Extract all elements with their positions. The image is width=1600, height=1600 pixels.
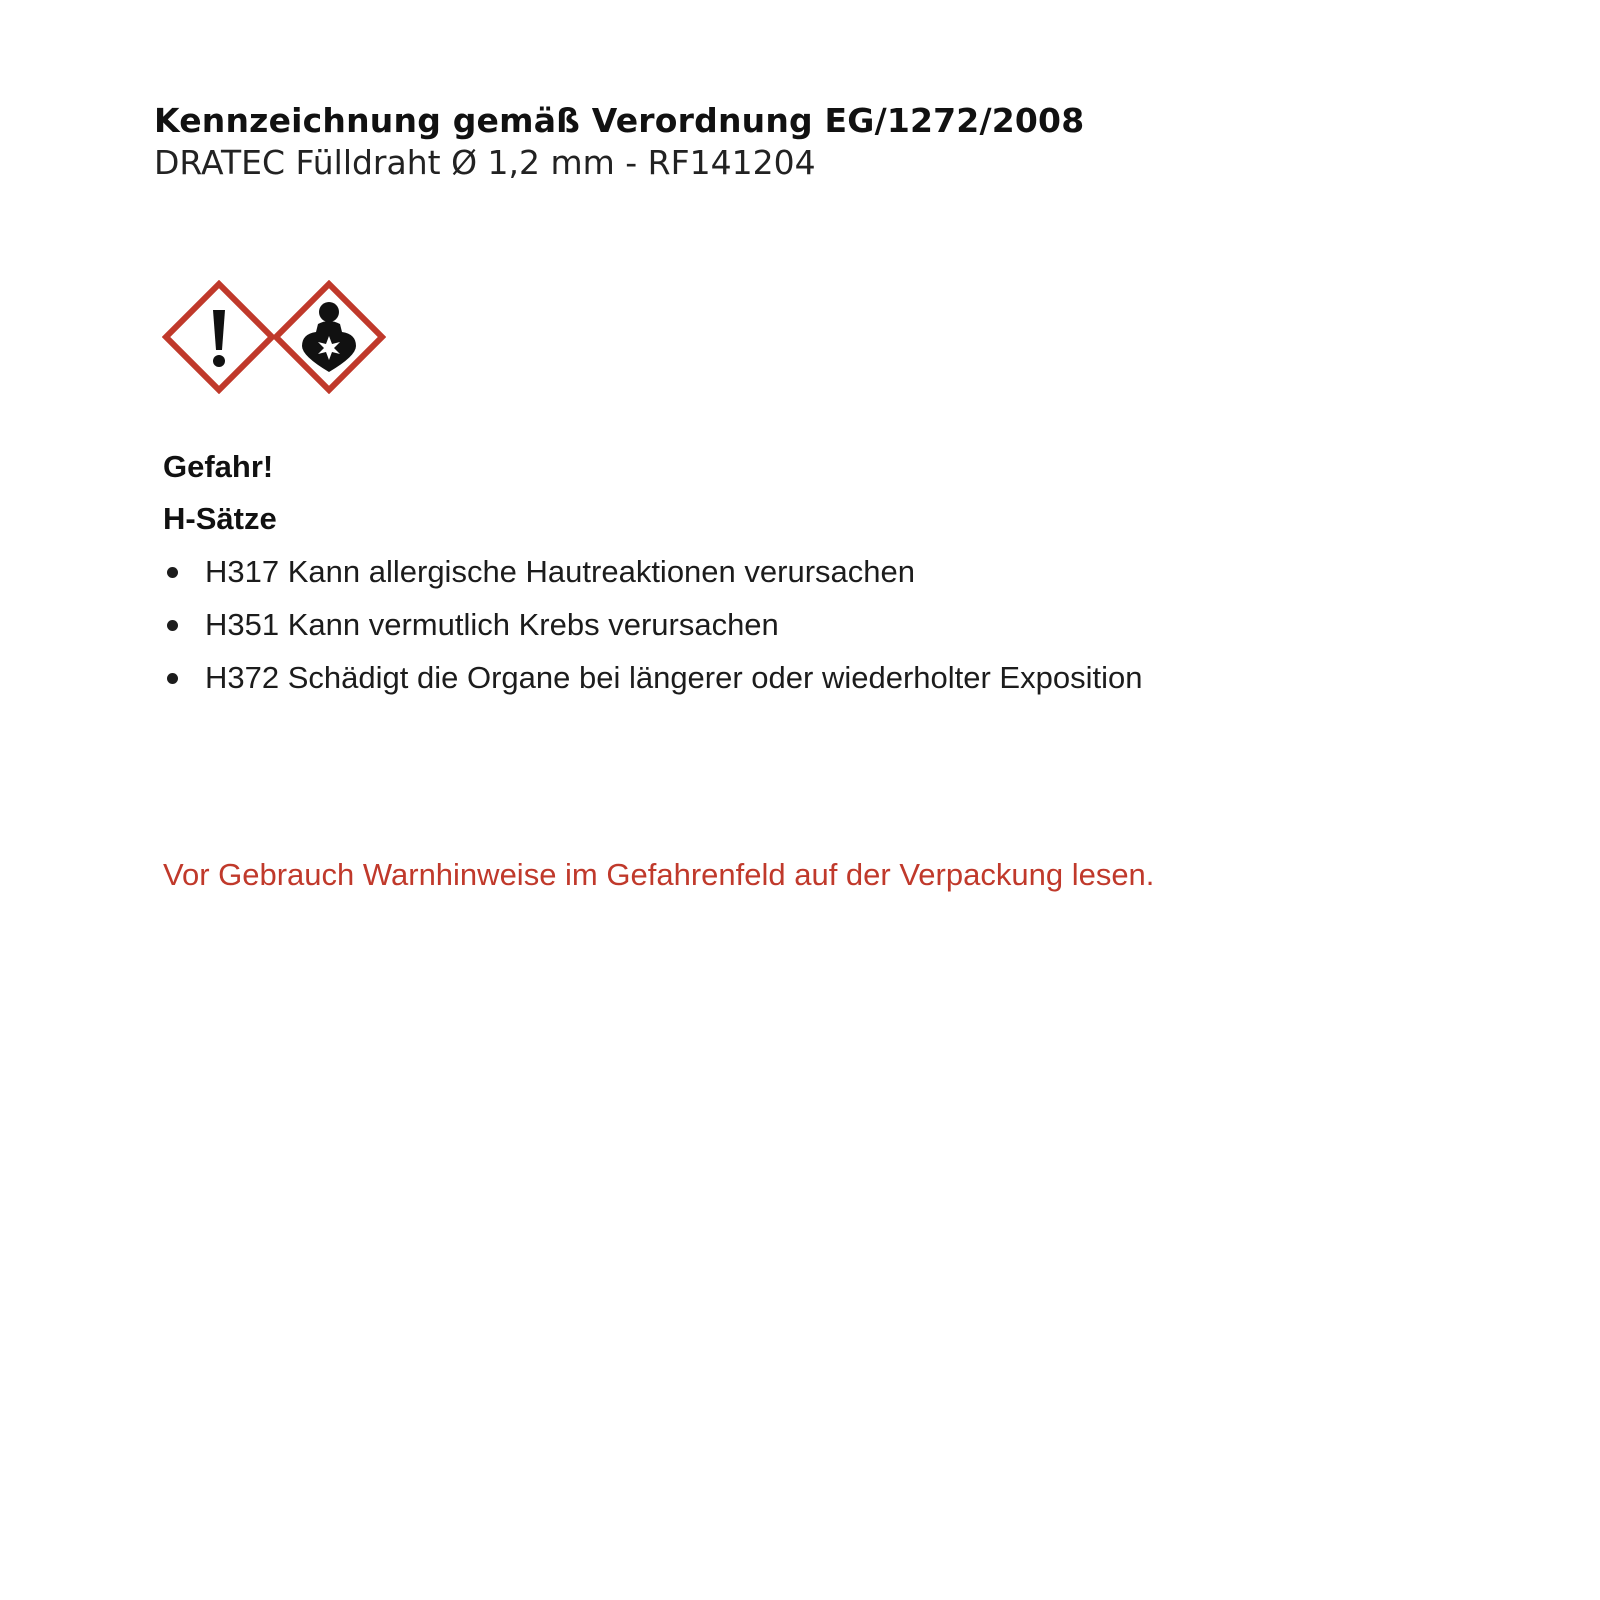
list-item [163,651,1143,704]
bullet-icon [167,673,178,684]
product-name: DRATEC Fülldraht Ø 1,2 mm - RF141204 [154,143,816,182]
h-statements-list [163,545,1143,704]
h-statement-text: H351 Kann vermutlich Krebs verursachen [205,607,779,642]
h-statement-text: H317 Kann allergische Hautreaktionen verursachen [205,554,915,589]
signal-word: Gefahr! [163,449,274,484]
warning-note: Vor Gebrauch Warnhinweise im Gefahrenfeld auf der Verpackung lesen. [163,857,1155,892]
h-statements-heading: H-Sätze [163,501,277,536]
hazard-content [163,445,1143,704]
page-title: Kennzeichnung gemäß Verordnung EG/1272/2008 [154,101,1085,140]
h-statement-text: H372 Schädigt die Organe bei längerer oder wiederholter Exposition [205,660,1143,695]
list-item [163,545,1143,598]
list-item [163,598,1143,651]
label-header [154,100,1084,184]
exclamation-mark-hazard-icon [162,280,276,394]
bullet-icon [167,620,178,631]
health-hazard-icon [272,280,386,394]
ghs-pictograms [162,280,392,396]
bullet-icon [167,567,178,578]
